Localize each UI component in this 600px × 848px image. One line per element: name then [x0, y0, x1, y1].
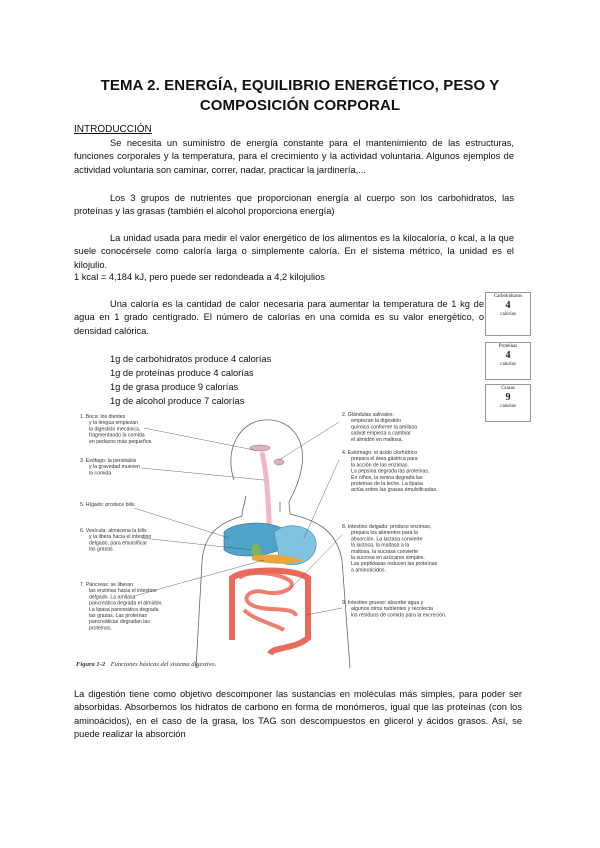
left-label-5 [80, 582, 163, 631]
paragraph-2 [74, 192, 514, 219]
left-labels [80, 414, 163, 631]
label-line: prepara los alimentos para la [351, 530, 418, 537]
label-line: 7. Páncreas: se liberan [80, 582, 134, 588]
label-line: 6. Vesícula: almacena la bilis [80, 528, 147, 534]
label-line: 8. Intestino delgado: produce enzimas, [342, 524, 432, 530]
label-line: pancreática degrada el almidón. [89, 600, 163, 607]
box-label: Grasas [501, 386, 515, 391]
label-line: 1. Boca: los dientes [80, 414, 126, 420]
label-line: los residuos de comida para la excreción. [351, 612, 447, 619]
label-line: 2. Glándulas salivales: [342, 412, 394, 418]
label-line: la lactosa, la maltasa a la [351, 542, 410, 549]
label-line: el almidón en maltosa. [351, 436, 403, 443]
kcal-conversion: 1 kcal = 4,184 kJ, pero puede ser redondeada a 4,2 kilojulios [74, 272, 325, 282]
label-line: 5. Hígado: produce bilis. [80, 502, 136, 508]
left-label-4 [80, 528, 151, 553]
list-item: 1g de alcohol produce 7 calorías [110, 396, 245, 406]
box-unit: calorías [500, 404, 516, 409]
label-line: salival empieza a cambiar [351, 430, 411, 437]
label-line: y la lengua empiezan [89, 420, 139, 427]
paragraph-3 [74, 232, 514, 272]
label-line: La pepsina degrada las proteínas. [351, 468, 430, 475]
right-label-3 [342, 524, 438, 573]
paragraph-4-text: Una caloría es la cantidad de calor necesaria para aumentar la temperatura de 1 kg de agua en 1 grado centígrado. El número de calorías en una comida es su valor energético, o densidad calórica. [74, 299, 484, 336]
title-line-2: COMPOSICIÓN CORPORAL [199, 97, 401, 114]
label-line: En niños, la renina degrada las [351, 474, 423, 481]
large-intestine-shape [232, 571, 308, 655]
label-line: proteínas. [89, 625, 113, 632]
label-line: empiezan la digestión [351, 418, 402, 425]
digestive-system-figure [74, 410, 480, 670]
box-value: 4 [505, 300, 511, 311]
fat-calorie-box [485, 384, 531, 422]
label-line: maltosa, la sucrasa convierte [351, 548, 419, 555]
small-intestine-shape [239, 573, 296, 630]
label-line: química conforme la amilasa [351, 424, 418, 431]
paragraph-2-text: Los 3 grupos de nutrientes que proporcionan energía al cuerpo son los carbohidratos, las proteínas y las grasas (también el alcohol proporciona energía) [74, 193, 514, 217]
paragraph-1-text: Se necesita un suministro de energía constante para el mantenimiento de las estructuras, funciones corporales y la temperatura, para el crecimiento y la actividad voluntaria. Algunos ejemplos de actividad voluntaria son caminar, correr, nadar, practicar la jardinería,... [74, 138, 514, 175]
salivary-glands [250, 445, 284, 465]
right-label-4 [342, 600, 446, 618]
label-line: absorción. La lactasa convierte [351, 536, 423, 543]
label-line: la sucrosa en azúcares simples. [351, 555, 425, 561]
calorie-list [110, 352, 271, 408]
label-line: y la gravedad mueven [89, 464, 141, 471]
label-line: las grasas. Las proteínas [89, 613, 147, 619]
gallbladder-shape [251, 544, 261, 556]
paragraph-4 [74, 298, 484, 338]
label-line: la digestión mecánica, [89, 426, 141, 433]
figure-caption [76, 661, 217, 668]
label-line: las enzimas hacia el intestino [89, 588, 157, 595]
list-item: 1g de grasa produce 9 calorías [110, 382, 239, 392]
caption-description: Funciones básicas del sistema digestivo. [110, 661, 217, 668]
label-line: 4. Estómago: el ácido clorhídrico [342, 450, 418, 456]
box-unit: calorías [500, 312, 516, 317]
left-label-3 [80, 502, 136, 508]
left-label-1 [80, 414, 153, 445]
label-line: delgado, para emulsificar [89, 540, 147, 547]
label-line: en pedazos más pequeños. [89, 438, 153, 445]
label-line: la acción de las enzimas. [351, 462, 409, 469]
paragraph-5-text: La digestión tiene como objetivo descomponer las sustancias en moléculas más simples, para poder ser absorbidas. Absorbemos los hidratos de carbono en forma de monómeros, igual que las proteínas (con los aminoácidos), en el caso de la grasa, los TAG son descompuestos en glicerol y ácidos grasos. Así, se puede realizar la absorción [74, 689, 522, 740]
box-unit: calorías [500, 362, 516, 367]
box-label: Carbohidratos [493, 294, 523, 299]
label-line: fragmentando la comida [89, 432, 145, 439]
box-value: 9 [505, 392, 511, 403]
label-line: las grasas. [89, 546, 115, 553]
label-line: delgado. La amilasa [89, 594, 136, 601]
paragraph-3-text: La unidad usada para medir el valor energético de los alimentos es la kilocaloría, o kcal, a la que suele conocérsele como caloría larga o simplemente caloría. En el sistema métrico, la unidad es el kilojulio. [74, 233, 514, 270]
label-line: la comida [89, 470, 112, 477]
section-heading: INTRODUCCIÓN [74, 124, 152, 135]
box-label: Proteínas [498, 344, 518, 349]
label-line: prepara el área gástrica para [351, 456, 418, 463]
list-item: 1g de proteínas produce 4 calorías [110, 368, 254, 378]
label-line: a aminoácidos. [351, 567, 386, 574]
left-label-2 [80, 458, 140, 476]
paragraph-1 [74, 137, 514, 177]
right-label-1 [342, 412, 417, 443]
list-item: 1g de carbohidratos produce 4 calorías [110, 354, 272, 364]
title-line-1: TEMA 2. ENERGÍA, EQUILIBRIO ENERGÉTICO, PESO Y [100, 77, 500, 94]
box-value: 4 [505, 350, 511, 361]
caption-figure-number: Figura 1-2 [76, 661, 106, 668]
protein-calorie-box [485, 342, 531, 380]
label-line: 3. Esófago: la peristalsis [80, 458, 137, 464]
label-line: Las peptidasas reducen las proteínas [351, 561, 438, 568]
page-title [60, 76, 540, 116]
label-line: pancreáticas degradan las [89, 619, 150, 626]
right-label-2 [342, 450, 438, 493]
label-line: proteínas de la leche. La lipasa [351, 481, 423, 487]
carbohydrate-calorie-box [485, 292, 531, 336]
label-line: y la libera hacia el intestino [89, 534, 152, 541]
label-line: 9. Intestino grueso: absorbe agua y [342, 600, 424, 606]
paragraph-5 [74, 688, 522, 742]
label-line: actúa sobre las grasas emulsificadas. [351, 487, 438, 494]
right-labels [342, 412, 446, 618]
label-line: La lipasa pancreática degrada [89, 606, 159, 613]
label-line: algunos otros nutrientes y recolecta [351, 606, 433, 613]
